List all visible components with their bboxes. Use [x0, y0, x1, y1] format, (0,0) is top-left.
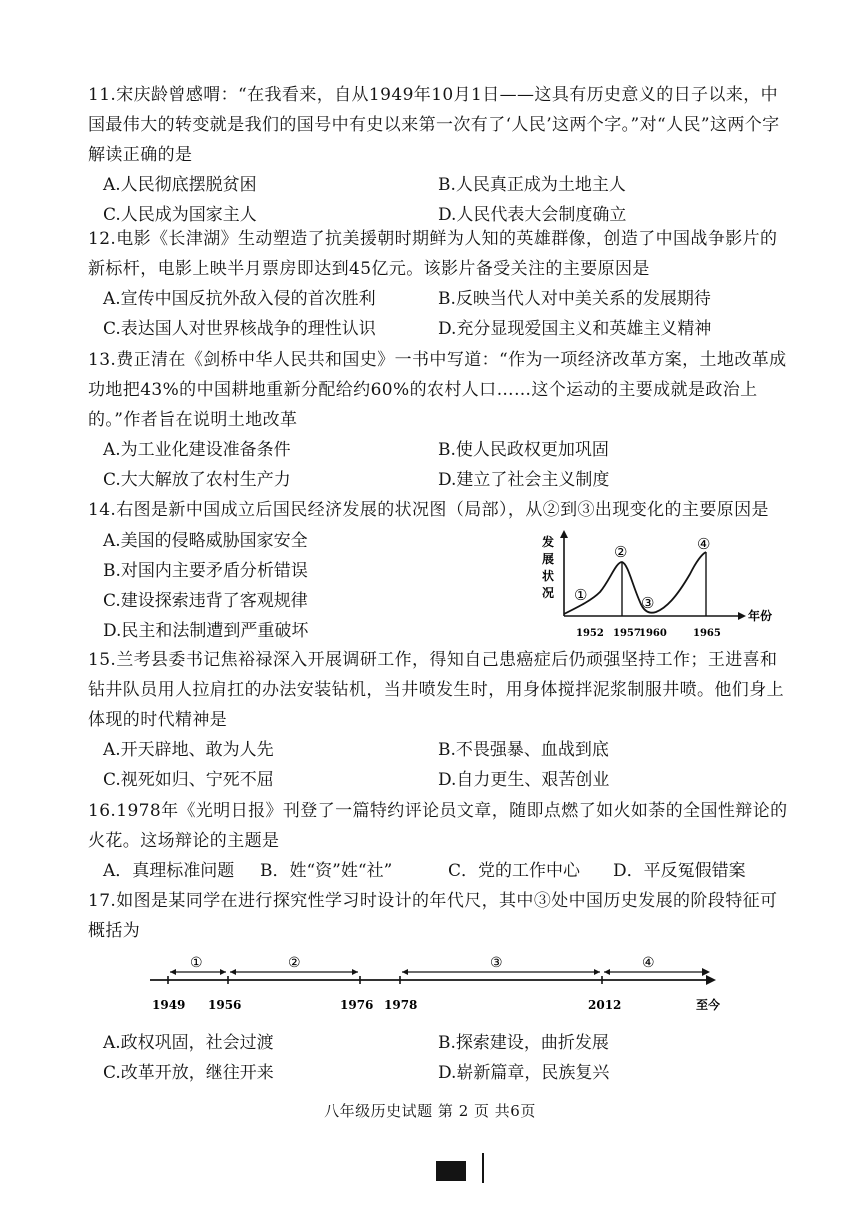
option-b: B．姓“资”姓“社” — [260, 861, 393, 881]
question-11 — [88, 80, 788, 230]
option-d: D.人民代表大会制度确立 — [438, 205, 627, 225]
question-stem: 17.如图是某同学在进行探究性学习时设计的年代尺，其中③处中国历史发展的阶段特征可概括为 — [88, 891, 778, 941]
question-12 — [88, 224, 788, 344]
arrowhead — [594, 969, 600, 975]
y-label-char: 展 — [542, 552, 555, 566]
x-axis-arrow — [738, 612, 746, 620]
timeline-ruler — [140, 948, 760, 1028]
option-c: C.建设探索违背了客观规律 — [103, 591, 308, 611]
year-label: 1976 — [340, 998, 374, 1012]
options — [88, 284, 788, 344]
option-c: C.改革开放，继往开来 — [103, 1063, 274, 1083]
question-stem: 14.右图是新中国成立后国民经济发展的状况图（局部），从②到③出现变化的主要原因是 — [88, 500, 769, 520]
options — [88, 435, 788, 495]
options — [88, 1028, 788, 1088]
question-17-options — [88, 1028, 788, 1088]
option-c: C.大大解放了农村生产力 — [103, 470, 291, 490]
arrowhead — [604, 969, 610, 975]
arrowhead — [230, 969, 236, 975]
arrowhead — [170, 969, 176, 975]
question-13 — [88, 345, 788, 495]
y-axis-arrow — [560, 530, 568, 538]
options — [88, 735, 788, 795]
page-footer: 八年级历史试题 第 2 页 共6页 — [324, 1102, 536, 1120]
segment-label: ③ — [490, 955, 503, 971]
tick-label: 1952 — [576, 628, 604, 639]
arrowhead — [220, 969, 226, 975]
question-stem: 16.1978年《光明日报》刊登了一篇特约评论员文章，随即点燃了如火如荼的全国性辩论的火花。这场辩论的主题是 — [88, 801, 788, 851]
option-b: B.不畏强暴、血战到底 — [438, 740, 609, 760]
option-d: D.充分显现爱国主义和英雄主义精神 — [438, 319, 712, 339]
marker-3: ③ — [641, 594, 655, 612]
option-a: A.为工业化建设准备条件 — [103, 440, 291, 460]
y-axis-label — [541, 534, 554, 600]
marker-2: ② — [614, 543, 628, 561]
scan-mark — [436, 1161, 466, 1181]
year-label: 至今 — [696, 998, 721, 1012]
arrowhead — [352, 969, 358, 975]
option-c: C.视死如归、宁死不屈 — [103, 770, 274, 790]
option-b: B.使人民政权更加巩固 — [438, 440, 609, 460]
options — [88, 170, 788, 230]
option-a: A.人民彻底摆脱贫困 — [103, 175, 257, 195]
question-stem: 13.费正清在《剑桥中华人民共和国史》一书中写道：“作为一项经济改革方案，土地改革成功地把43%的中国耕地重新分配给约60%的农村人口……这个运动的主要成就是政治上的。”作者旨在说明土地改革 — [88, 350, 787, 430]
marker-1: ① — [574, 586, 588, 604]
year-label: 2012 — [588, 998, 622, 1012]
question-17 — [88, 886, 788, 946]
option-a: A.美国的侵略威胁国家安全 — [103, 531, 308, 551]
scan-mark-bar — [482, 1153, 484, 1183]
timeline-axis-arrow — [706, 975, 716, 985]
year-label: 1949 — [152, 998, 186, 1012]
option-d: D.自力更生、艰苦创业 — [438, 770, 610, 790]
option-d: D.民主和法制遭到严重破坏 — [103, 621, 309, 641]
option-b: B.对国内主要矛盾分析错误 — [103, 561, 308, 581]
option-b: B.探索建设，曲折发展 — [438, 1033, 609, 1053]
option-a: A．真理标准问题 — [103, 861, 235, 881]
question-stem: 12.电影《长津湖》生动塑造了抗美援朝时期鲜为人知的英雄群像，创造了中国战争影片的新标杆，电影上映半月票房即达到45亿元。该影片备受关注的主要原因是 — [88, 229, 778, 279]
tick-label: 1957 — [613, 628, 641, 639]
question-14-options — [88, 526, 548, 646]
marker-4: ④ — [697, 535, 711, 553]
option-b: B.人民真正成为土地主人 — [438, 175, 626, 195]
question-stem: 15.兰考县委书记焦裕禄深入开展调研工作，得知自己患癌症后仍顽强坚持工作；王进喜和钻井队员用人拉肩扛的办法安装钻机，当井喷发生时，用身体搅拌泥浆制服井喷。他们身上体现的时代精神是 — [88, 650, 784, 730]
option-a: A.政权巩固，社会过渡 — [103, 1033, 274, 1053]
question-stem: 11.宋庆龄曾感喟：“在我看来，自从1949年10月1日——这具有历史意义的日子以来，中国最伟大的转变就是我们的国号中有史以来第一次有了‘人民’这两个字。”对“人民”这两个字解读正确的是 — [88, 85, 780, 165]
year-label: 1978 — [384, 998, 418, 1012]
option-c: C.表达国人对世界核战争的理性认识 — [103, 319, 376, 339]
year-label: 1956 — [208, 998, 242, 1012]
options — [88, 856, 788, 886]
option-d: D.崭新篇章，民族复兴 — [438, 1063, 610, 1083]
y-label-char: 况 — [542, 586, 555, 600]
option-c: C．党的工作中心 — [448, 861, 581, 881]
y-label-char: 发 — [542, 535, 555, 549]
question-14 — [88, 495, 788, 525]
tick-label: 1965 — [693, 628, 721, 639]
y-label-char: 状 — [542, 569, 555, 583]
segment-label: ② — [288, 955, 301, 971]
trend-line — [564, 552, 706, 614]
segment-label: ① — [190, 955, 203, 971]
x-axis-label: 年份 — [748, 609, 773, 623]
option-a: A.宣传中国反抗外敌入侵的首次胜利 — [103, 289, 376, 309]
tick-label: 1960 — [639, 628, 667, 639]
arrowhead — [702, 968, 710, 976]
option-d: D.建立了社会主义制度 — [438, 470, 610, 490]
segment-label: ④ — [642, 955, 655, 971]
question-16 — [88, 796, 788, 886]
option-d: D．平反冤假错案 — [613, 861, 746, 881]
economy-chart — [540, 528, 780, 648]
option-a: A.开天辟地、敢为人先 — [103, 740, 274, 760]
option-c: C.人民成为国家主人 — [103, 205, 257, 225]
option-b: B.反映当代人对中美关系的发展期待 — [438, 289, 711, 309]
question-15 — [88, 645, 788, 795]
arrowhead — [402, 969, 408, 975]
